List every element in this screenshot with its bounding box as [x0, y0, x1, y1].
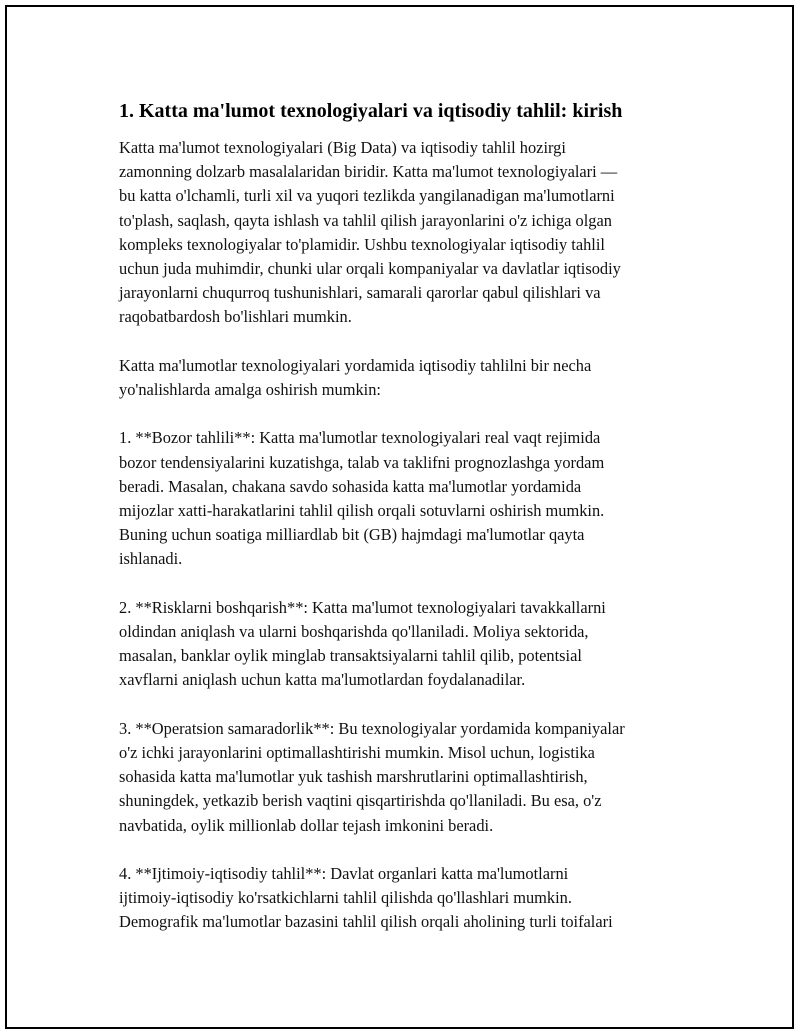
paragraph-intro: Katta ma'lumot texnologiyalari (Big Data) va iqtisodiy tahlil hozirgi zamonning dolzarb masalalaridan biridir. Katta ma'lumot texnologiyalari — bu katta o'lchamli, turli xil va yuqori tezlikda yangilanadigan ma'lumotlarni to'plash, saqlash, qayta ishlash va tahlil qilish jarayonlarini o'z ichiga olgan kompleks texnologiyalar to'plamidir. Ushbu texnologiyalar iqtisodiy tahlil uchun juda muhimdir, chunki ular orqali kompaniyalar va davlatlar iqtisodiy jarayonlarni chuqurroq tushunishlari, samarali qarorlar qabul qilishlari va raqobatbardosh bo'lishlari mumkin. — [119, 138, 621, 327]
paragraph-operational-efficiency: 3. **Operatsion samaradorlik**: Bu texnologiyalar yordamida kompaniyalar o'z ichki jarayonlarini optimallashtirishi mumkin. Misol uchun, logistika sohasida katta ma'lumotlar yuk tashish marshrutlarini optimallashtirish, shuningdek, yetkazib berish vaqtini qisqartirishda qo'llaniladi. Bu esa, o'z navbatida, oylik millionlab dollar tejash imkonini beradi. — [119, 718, 625, 835]
document-title: 1. Katta ma'lumot texnologiyalari va iqtisodiy tahlil: kirish — [119, 100, 623, 122]
paragraph-risk-management: 2. **Risklarni boshqarish**: Katta ma'lumot texnologiyalari tavakkallarni oldindan aniqlash va ularni boshqarishda qo'llaniladi. Moliya sektorida, masalan, banklar oylik minglab transaktsiyalarni tahlil qilib, potentsial xavflarni aniqlash uchun katta ma'lumotlardan foydalanadilar. — [119, 597, 606, 690]
paragraph-socio-economic-analysis: 4. **Ijtimoiy-iqtisodiy tahlil**: Davlat organlari katta ma'lumotlarni ijtimoiy-iqtisodiy ko'rsatkichlarni tahlil qilishda qo'llashlari mumkin. Demografik ma'lumotlar bazasini tahlil qilish orqali aholining turli toifalari — [119, 864, 613, 932]
page-frame — [5, 5, 794, 1029]
paragraph-market-analysis: 1. **Bozor tahlili**: Katta ma'lumotlar texnologiyalari real vaqt rejimida bozor tendensiyalarini kuzatishga, talab va taklifni prognozlashga yordam beradi. Masalan, chakana savdo sohasida katta ma'lumotlar yordamida mijozlar xatti-harakatlarini tahlil qilish orqali sotuvlarni oshirish mumkin. Buning uchun soatiga milliardlab bit (GB) hajmdagi ma'lumotlar qayta ishlanadi. — [119, 428, 605, 569]
document-body — [119, 98, 699, 959]
paragraph-directions: Katta ma'lumotlar texnologiyalari yordamida iqtisodiy tahlilni bir necha yo'nalishlarda amalga oshirish mumkin: — [119, 355, 592, 400]
